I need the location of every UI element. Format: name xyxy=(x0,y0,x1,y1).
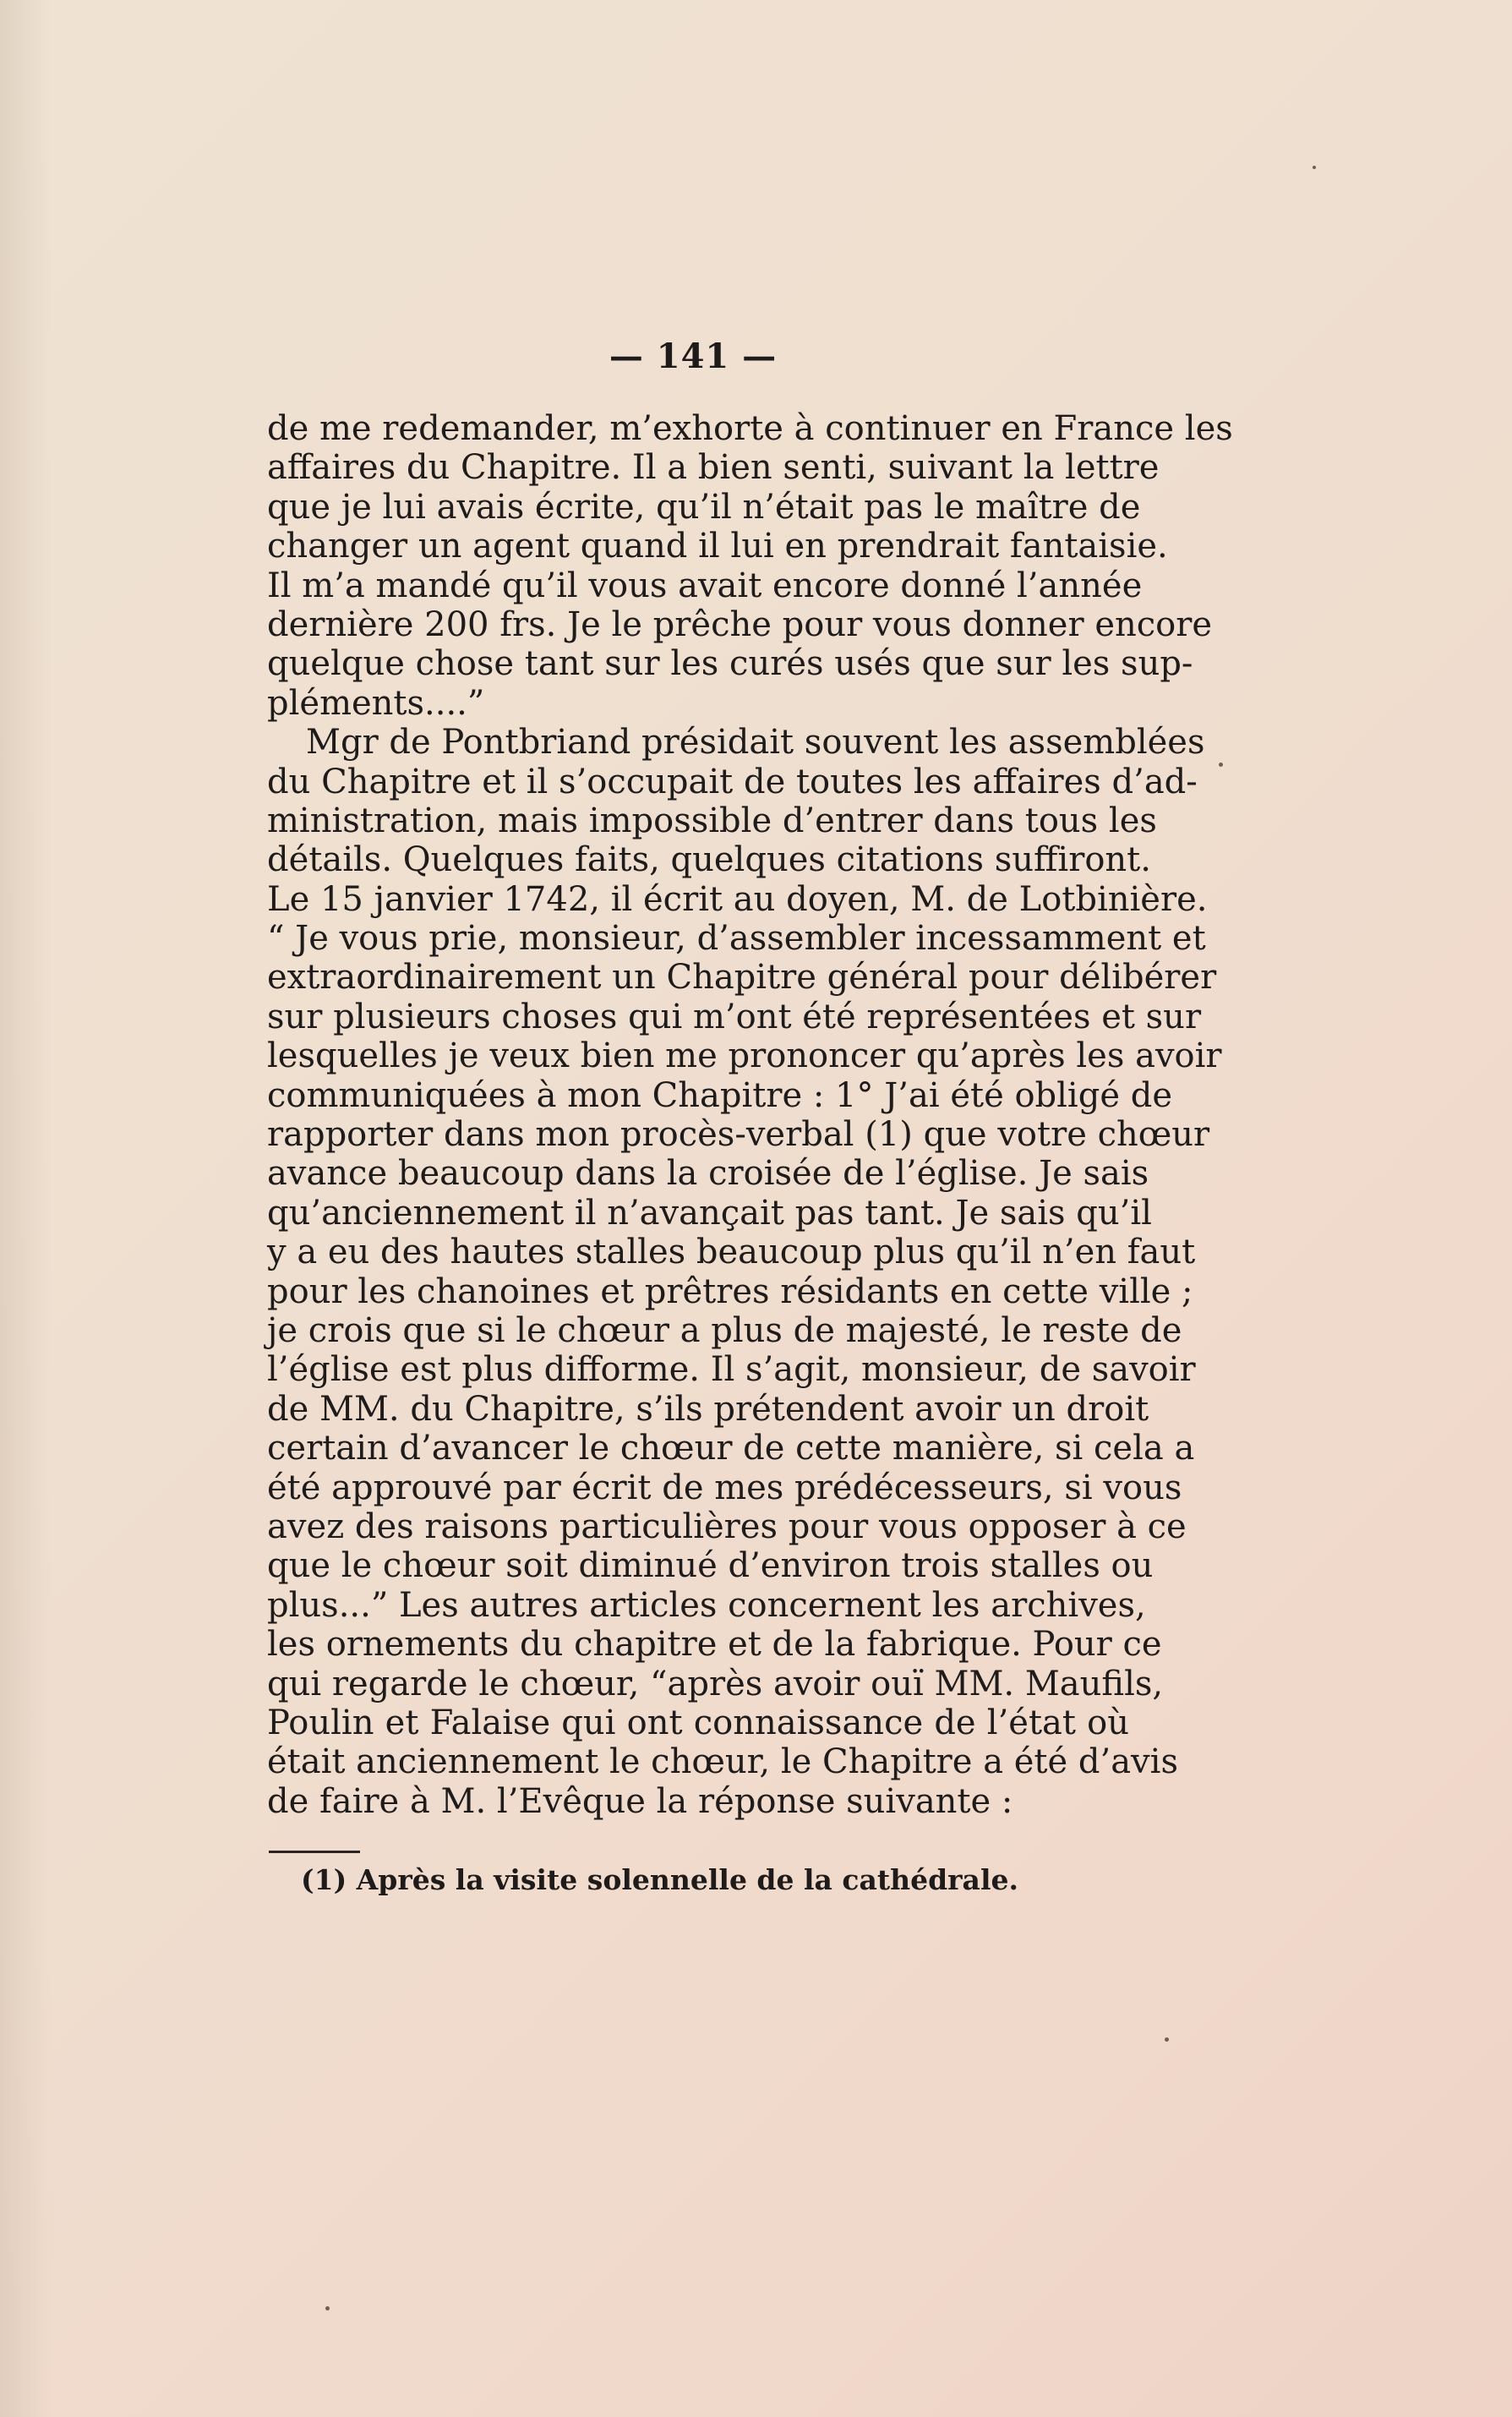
paper-speck xyxy=(1219,763,1223,767)
text-line: de me redemander, m’exhorte à continuer en France les xyxy=(267,409,1233,448)
text-line: que le chœur soit diminué d’environ trois stalles ou xyxy=(267,1546,1154,1586)
text-line: dernière 200 frs. Je le prêche pour vous donner encore xyxy=(267,604,1213,644)
text-line: été approuvé par écrit de mes prédécesseurs, si vous xyxy=(267,1468,1182,1507)
text-line: qui regarde le chœur, “après avoir ouï MM. Maufils, xyxy=(267,1664,1164,1703)
footnote: (1) Après la visite solennelle de la cathédrale. xyxy=(301,1863,1018,1896)
text-line: Poulin et Falaise qui ont connaissance de l’état où xyxy=(267,1703,1129,1742)
footnote-divider xyxy=(269,1851,360,1853)
text-line: quelque chose tant sur les curés usés que sur les sup- xyxy=(267,644,1193,684)
text-line: de faire à M. l’Evêque la réponse suivante : xyxy=(267,1781,1013,1821)
text-line: les ornements du chapitre et de la fabrique. Pour ce xyxy=(267,1625,1162,1665)
text-line: ministration, mais impossible d’entrer dans tous les xyxy=(267,801,1157,840)
text-line: Il m’a mandé qu’il vous avait encore donné l’année xyxy=(267,566,1143,605)
paper-speck xyxy=(1165,2037,1169,2042)
text-line: certain d’avancer le chœur de cette manière, si cela a xyxy=(267,1429,1195,1468)
paper-speck xyxy=(325,2306,330,2310)
text-line: je crois que si le chœur a plus de majesté, le reste de xyxy=(267,1310,1182,1350)
text-line: qu’anciennement il n’avançait pas tant. Je sais qu’il xyxy=(267,1193,1152,1233)
body-text xyxy=(267,409,1233,1821)
text-line: que je lui avais écrite, qu’il n’était pas le maître de xyxy=(267,487,1141,527)
text-line: l’église est plus difforme. Il s’agit, monsieur, de savoir xyxy=(267,1350,1196,1390)
text-line: communiquées à mon Chapitre : 1° J’ai été obligé de xyxy=(267,1075,1172,1115)
text-line: sur plusieurs choses qui m’ont été représentées et sur xyxy=(267,997,1202,1036)
paragraph-start-line: Mgr de Pontbriand présidait souvent les assemblées xyxy=(306,723,1205,763)
text-line: détails. Quelques faits, quelques citations suffiront. xyxy=(267,840,1151,880)
text-line: extraordinairement un Chapitre général pour délibérer xyxy=(267,958,1217,998)
text-line: changer un agent quand il lui en prendrait fantaisie. xyxy=(267,527,1168,566)
text-line: rapporter dans mon procès-verbal (1) que votre chœur xyxy=(267,1115,1210,1155)
text-line: pléments....” xyxy=(267,683,485,723)
text-line: “ Je vous prie, monsieur, d’assembler incessamment et xyxy=(267,919,1206,959)
text-line: de MM. du Chapitre, s’ils prétendent avoir un droit xyxy=(267,1389,1149,1429)
text-line: lesquelles je veux bien me prononcer qu’après les avoir xyxy=(267,1036,1222,1076)
text-line: avance beaucoup dans la croisée de l’église. Je sais xyxy=(267,1154,1149,1194)
paper-speck xyxy=(1313,166,1316,169)
page-number: — 141 — xyxy=(609,336,778,376)
text-line: était anciennement le chœur, le Chapitre a été d’avis xyxy=(267,1742,1178,1782)
text-line: pour les chanoines et prêtres résidants en cette ville ; xyxy=(267,1271,1193,1311)
text-line: Le 15 janvier 1742, il écrit au doyen, M. de Lotbinière. xyxy=(267,879,1208,919)
text-line: avez des raisons particulières pour vous opposer à ce xyxy=(267,1507,1187,1546)
text-line: plus...” Les autres articles concernent les archives, xyxy=(267,1585,1146,1625)
text-line: affaires du Chapitre. Il a bien senti, suivant la lettre xyxy=(267,448,1160,488)
text-line: y a eu des hautes stalles beaucoup plus qu’il n’en faut xyxy=(267,1233,1196,1272)
text-line: du Chapitre et il s’occupait de toutes les affaires d’ad- xyxy=(267,762,1198,801)
